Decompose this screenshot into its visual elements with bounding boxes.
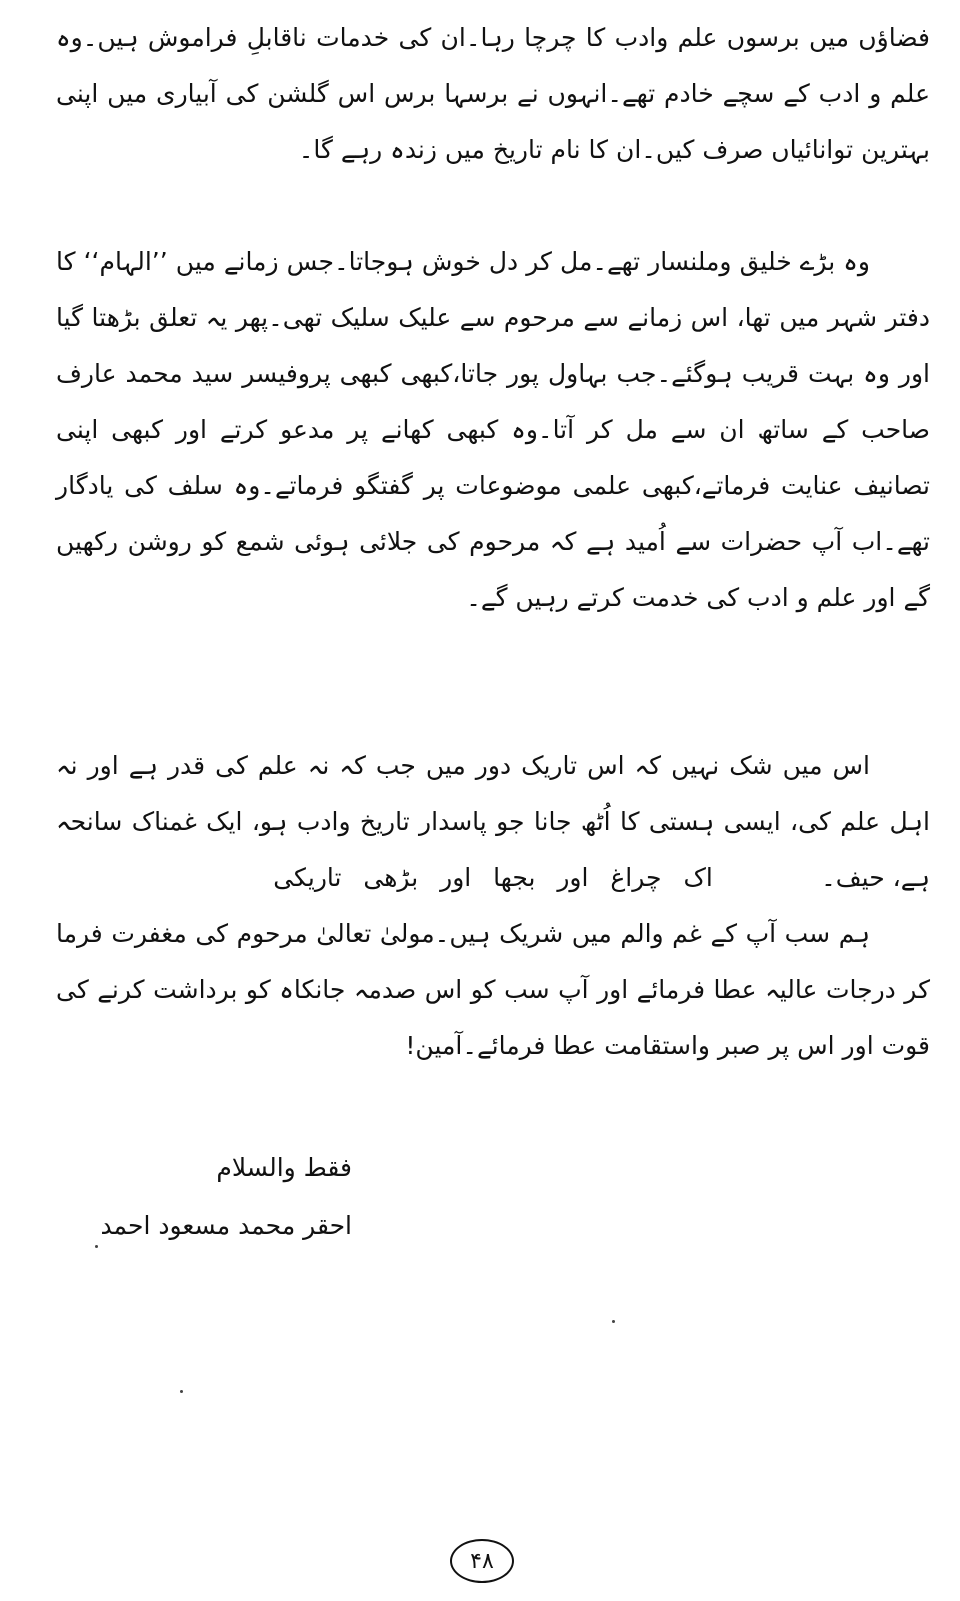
paragraph-condolence: ہم سب آپ کے غم والم میں شریک ہیں۔مولیٰ تعالیٰ مرحوم کی مغفرت فرما کر درجات عالیہ عطا فرمائے اور آپ سب کو اس صدمہ جانکاہ کو برداشت کرنے کی قوت اور اس پر صبر واستقامت عطا فرمائے۔آمین!: [56, 919, 930, 1060]
scan-speck: [612, 1320, 615, 1323]
paragraph-loss: اس میں شک نہیں کہ اس تاریک دور میں جب کہ نہ علم کی قدر ہے اور نہ اہل علم کی، ایسی ہستی کا اُٹھ جانا جو پاسدار تاریخ وادب ہو، ایک غمناک سانحہ ہے، حیف۔: [56, 751, 930, 892]
verse-line: اک چراغ اور بجھا اور بڑھی تاریکی: [273, 863, 713, 892]
scan-speck: [180, 1390, 183, 1393]
scan-speck: [95, 1245, 98, 1248]
page-number: ۴۸: [470, 1548, 494, 1574]
signature: احقر محمد مسعود احمد: [100, 1211, 352, 1240]
paragraph-services: فضاؤں میں برسوں علم وادب کا چرچا رہا۔ان کی خدمات ناقابلِ فراموش ہیں۔وہ علم و ادب کے سچے خادم تھے۔انہوں نے برسہا برس اس گلشن کی آبیاری میں اپنی بہترین توانائیاں صرف کیں۔ان کا نام تاریخ میں زندہ رہے گا۔: [56, 23, 930, 164]
closing-salutation: فقط والسلام: [216, 1153, 352, 1182]
paragraph-acquaintance: وہ بڑے خلیق وملنسار تھے۔مل کر دل خوش ہوجاتا۔جس زمانے میں ’’الہام‘‘ کا دفتر شہر میں تھا، اس زمانے سے مرحوم سے علیک سلیک تھی۔پھر یہ تعلق بڑھتا گیا اور وہ بہت قریب ہوگئے۔جب بہاول پور جاتا،کبھی کبھی پروفیسر سید محمد عارف صاحب کے ساتھ ان سے مل کر آتا۔وہ کبھی کھانے پر مدعو کرتے اور کبھی اپنی تصانیف عنایت فرماتے،کبھی علمی موضوعات پر گفتگو فرماتے۔وہ سلف کی یادگار تھے۔اب آپ حضرات سے اُمید ہے کہ مرحوم کی جلائی ہوئی شمع کو روشن رکھیں گے اور علم و ادب کی خدمت کرتے رہیں گے۔: [56, 247, 930, 612]
page-number-badge: [450, 1539, 514, 1583]
